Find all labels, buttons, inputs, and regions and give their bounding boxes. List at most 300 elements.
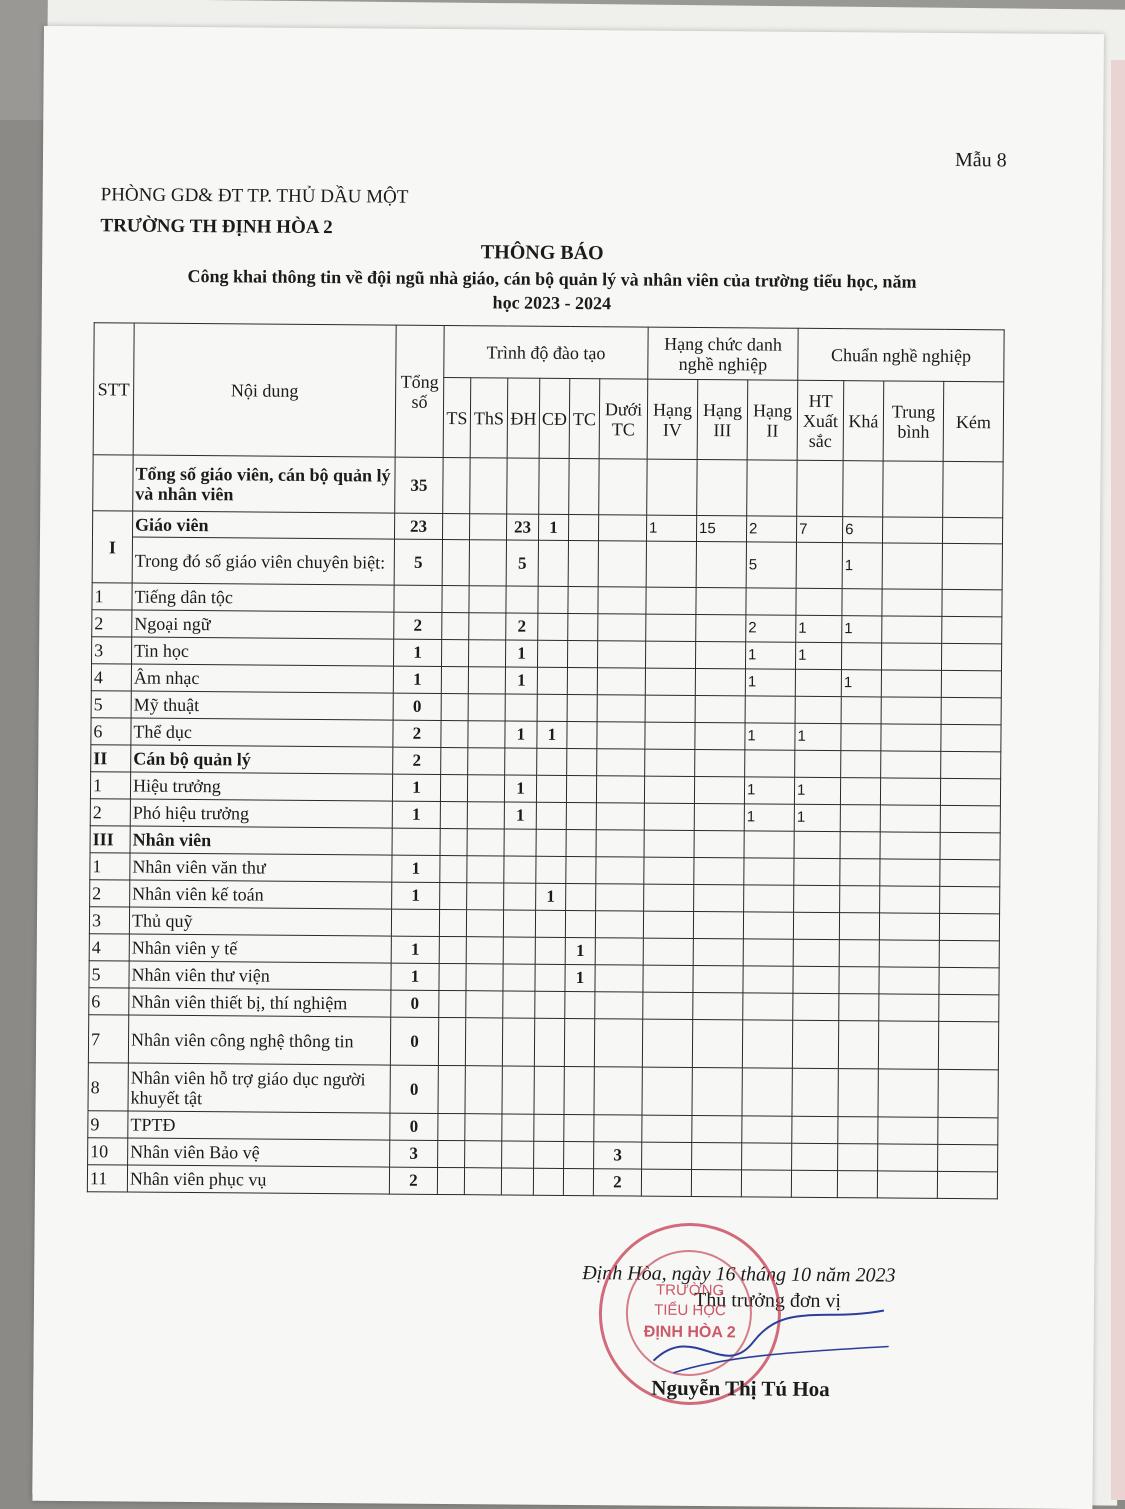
row-cell — [795, 696, 841, 723]
row-cell — [882, 616, 942, 643]
row-cell — [596, 884, 644, 911]
row-cell — [569, 458, 599, 514]
row-cell: 1 — [538, 514, 568, 540]
row-cell — [643, 992, 693, 1019]
row-cell — [468, 640, 505, 667]
row-cell — [597, 722, 645, 749]
row-cell — [438, 1017, 465, 1065]
row-cell — [838, 1021, 878, 1069]
row-cell — [745, 696, 795, 723]
row-label: Cán bộ quản lý — [131, 745, 393, 774]
row-cell — [839, 994, 879, 1021]
row-cell — [742, 1116, 792, 1143]
row-cell: 1 — [537, 721, 567, 748]
row-cell — [537, 640, 567, 667]
row-total: 23 — [394, 513, 442, 539]
row-stt: 9 — [88, 1111, 128, 1138]
row-cell — [595, 938, 643, 965]
row-cell: 2 — [506, 613, 538, 640]
row-cell — [468, 667, 505, 694]
row-cell — [940, 859, 1000, 886]
header-stt: STT — [93, 323, 134, 455]
row-cell — [568, 540, 598, 586]
row-cell — [940, 778, 1000, 805]
row-cell — [695, 695, 745, 722]
row-cell — [438, 1113, 465, 1140]
row-cell — [694, 803, 744, 830]
row-cell — [696, 587, 746, 614]
row-cell — [796, 542, 842, 588]
row-total: 1 — [391, 963, 439, 990]
row-cell — [536, 802, 566, 829]
row-cell — [595, 965, 643, 992]
specialist-teachers-row — [92, 537, 1002, 590]
row-cell — [938, 1069, 998, 1117]
row-cell — [443, 457, 470, 513]
row-cell — [645, 722, 695, 749]
subtitle-line-1: Công khai thông tin về đội ngũ nhà giáo, cán bộ quản lý và nhân viên của trường tiểu học, năm — [187, 265, 917, 292]
row-total: 5 — [394, 539, 442, 585]
row-cell — [502, 1018, 534, 1066]
row-cell — [464, 1168, 501, 1195]
row-stt: 1 — [90, 772, 130, 799]
row-cell — [941, 670, 1001, 697]
row-cell — [534, 1018, 564, 1066]
row-cell — [469, 613, 506, 640]
row-cell — [504, 883, 536, 910]
row-cell: 1 — [565, 937, 595, 964]
row-cell — [537, 748, 567, 775]
row-cell — [940, 832, 1000, 859]
row-label: Giáo viên — [133, 511, 395, 539]
row-cell — [644, 830, 694, 857]
row-cell — [880, 886, 940, 913]
row-cell — [792, 1143, 838, 1170]
row-total: 0 — [393, 693, 441, 720]
row-cell — [564, 1114, 594, 1141]
row-stt: 2 — [90, 799, 130, 826]
row-stt: 5 — [91, 691, 131, 718]
row-cell — [441, 747, 468, 774]
row-cell — [793, 966, 839, 993]
header-sub: Dưới TC — [599, 379, 648, 459]
row-cell — [535, 964, 565, 991]
row-cell — [470, 458, 507, 514]
row-stt: 1 — [90, 853, 130, 880]
row-cell — [563, 1168, 593, 1195]
row-cell — [469, 514, 506, 540]
row-cell — [840, 805, 880, 832]
row-cell — [502, 1114, 534, 1141]
row-cell — [594, 1067, 642, 1115]
row-total: 1 — [391, 936, 439, 963]
header-row-1 — [94, 323, 1004, 382]
row-cell — [567, 748, 597, 775]
row-total — [391, 909, 439, 936]
row-cell — [599, 459, 647, 515]
row-cell — [883, 517, 943, 543]
row-cell — [938, 1144, 998, 1171]
row-total: 2 — [393, 720, 441, 747]
row-label: Thể dục — [131, 718, 393, 747]
row-cell — [467, 802, 504, 829]
row-cell — [838, 1117, 878, 1144]
header-sub: Khá — [843, 381, 884, 461]
row-cell — [747, 460, 797, 516]
row-cell: 1 — [504, 802, 536, 829]
row-cell: 1 — [744, 777, 794, 804]
row-cell — [843, 461, 883, 517]
row-cell — [939, 940, 999, 967]
row-label: Nhân viên — [130, 826, 392, 855]
header-sub: ĐH — [507, 378, 540, 458]
row-total — [394, 585, 442, 612]
header-rank: Hạng chức danh nghề nghiệp — [648, 327, 798, 380]
row-cell — [643, 938, 693, 965]
row-cell — [880, 859, 940, 886]
row-cell — [535, 991, 565, 1018]
row-cell — [566, 883, 596, 910]
row-cell — [695, 668, 745, 695]
row-cell — [942, 589, 1002, 616]
row-stt: 6 — [89, 988, 129, 1015]
row-total: 0 — [391, 990, 439, 1017]
row-cell — [878, 1144, 938, 1171]
row-total: 1 — [392, 855, 440, 882]
row-cell — [838, 1144, 878, 1171]
row-cell — [744, 858, 794, 885]
row-cell — [503, 910, 535, 937]
row-label: TPTĐ — [128, 1111, 390, 1140]
row-cell — [841, 697, 881, 724]
pink-paper-edge — [1111, 60, 1125, 1500]
row-cell — [796, 588, 842, 615]
row-stt: III — [90, 826, 130, 853]
row-cell — [437, 1167, 464, 1194]
row-cell — [745, 750, 795, 777]
row-total: 0 — [390, 1017, 438, 1065]
row-cell — [746, 588, 796, 615]
row-label: Phó hiệu trưởng — [130, 799, 392, 828]
row-cell — [880, 832, 940, 859]
row-cell — [643, 911, 693, 938]
row-cell — [564, 1018, 594, 1066]
row-cell — [596, 857, 644, 884]
row-cell — [598, 587, 646, 614]
row-cell — [743, 912, 793, 939]
row-cell: 1 — [745, 669, 795, 696]
row-cell — [467, 883, 504, 910]
row-cell — [794, 831, 840, 858]
row-cell: 1 — [505, 721, 537, 748]
row-stt: 2 — [92, 610, 132, 637]
row-cell: 2 — [593, 1169, 641, 1196]
row-cell: 1 — [536, 883, 566, 910]
row-cell — [535, 910, 565, 937]
document-title: THÔNG BÁO — [480, 241, 604, 265]
table-row — [88, 1063, 998, 1118]
row-cell — [878, 1117, 938, 1144]
row-cell — [742, 1020, 792, 1068]
row-cell — [538, 540, 568, 586]
row-cell — [881, 751, 941, 778]
row-cell: 1 — [745, 723, 795, 750]
form-code: Mẫu 8 — [954, 148, 1007, 172]
row-cell — [596, 776, 644, 803]
row-cell — [793, 912, 839, 939]
table-header — [93, 323, 1004, 462]
row-cell — [940, 886, 1000, 913]
row-label: Thủ quỹ — [129, 907, 391, 936]
row-stt — [93, 455, 133, 511]
header-sub: TC — [569, 378, 600, 458]
row-cell — [882, 643, 942, 670]
row-cell — [742, 1068, 792, 1116]
row-cell — [642, 1019, 692, 1067]
row-cell — [941, 751, 1001, 778]
row-cell — [943, 461, 1003, 517]
row-stt: 10 — [88, 1138, 128, 1165]
row-cell — [465, 1066, 502, 1114]
row-cell — [441, 639, 468, 666]
row-cell — [465, 1114, 502, 1141]
row-cell — [598, 614, 646, 641]
row-cell — [503, 937, 535, 964]
row-cell — [880, 778, 940, 805]
row-total: 3 — [390, 1140, 438, 1167]
row-cell — [597, 668, 645, 695]
row-cell: 1 — [504, 775, 536, 802]
row-cell — [881, 724, 941, 751]
row-cell — [537, 694, 567, 721]
row-cell — [440, 774, 467, 801]
row-label: Nhân viên văn thư — [130, 853, 392, 882]
row-cell — [695, 722, 745, 749]
row-cell — [694, 830, 744, 857]
row-cell — [534, 1114, 564, 1141]
school-name: TRƯỜNG TH ĐỊNH HÒA 2 — [100, 215, 333, 239]
row-cell — [882, 543, 942, 589]
header-total: Tổng số — [395, 325, 444, 457]
row-cell — [536, 775, 566, 802]
row-cell — [692, 1067, 742, 1115]
row-cell — [467, 856, 504, 883]
row-cell — [468, 721, 505, 748]
header-sub: CĐ — [539, 378, 570, 458]
row-cell — [567, 667, 597, 694]
row-cell — [793, 993, 839, 1020]
row-label: Nhân viên hỗ trợ giáo dục người khuyết tật — [128, 1063, 390, 1113]
row-cell — [536, 856, 566, 883]
row-cell — [793, 939, 839, 966]
row-cell — [539, 458, 569, 514]
row-cell — [468, 694, 505, 721]
row-cell — [942, 643, 1002, 670]
header-sub: Hạng III — [697, 379, 748, 459]
seal-text-2: TIỂU HỌC — [654, 1301, 726, 1320]
row-cell — [642, 1142, 692, 1169]
row-cell — [596, 803, 644, 830]
subtitle-line-2: học 2023 - 2024 — [492, 292, 612, 314]
row-cell — [646, 541, 696, 587]
row-cell — [566, 856, 596, 883]
row-cell — [882, 589, 942, 616]
row-cell — [468, 748, 505, 775]
row-cell — [840, 778, 880, 805]
row-cell: 7 — [797, 516, 843, 542]
row-cell — [791, 1170, 837, 1197]
row-stt: 4 — [89, 934, 129, 961]
row-cell — [797, 460, 843, 516]
header-sub: Hạng IV — [647, 379, 698, 459]
row-cell: 6 — [843, 517, 883, 543]
table-row — [87, 1165, 997, 1199]
row-cell — [466, 964, 503, 991]
seal-text-3: ĐỊNH HÒA 2 — [643, 1323, 736, 1342]
summary-row — [93, 455, 1003, 518]
row-cell — [881, 697, 941, 724]
row-cell: 15 — [696, 515, 746, 541]
row-cell — [692, 1142, 742, 1169]
row-cell — [879, 994, 939, 1021]
row-cell — [440, 882, 467, 909]
row-cell — [877, 1171, 937, 1198]
row-cell — [466, 937, 503, 964]
row-cell — [535, 937, 565, 964]
row-cell — [442, 585, 469, 612]
row-cell — [878, 1021, 938, 1069]
row-cell — [440, 855, 467, 882]
row-cell — [565, 991, 595, 1018]
header-sub: Trung bình — [883, 381, 944, 461]
row-cell — [595, 992, 643, 1019]
row-label: Nhân viên thư viện — [129, 961, 391, 990]
header-sub: TS — [443, 377, 471, 457]
row-cell — [839, 913, 879, 940]
row-cell — [940, 805, 1000, 832]
row-total: 2 — [393, 747, 441, 774]
row-cell — [842, 643, 882, 670]
row-label: Tin học — [132, 637, 394, 666]
row-cell — [692, 1019, 742, 1067]
row-cell — [440, 801, 467, 828]
row-total: 2 — [394, 612, 442, 639]
row-cell — [564, 1141, 594, 1168]
row-cell — [696, 541, 746, 587]
row-cell: 1 — [796, 642, 842, 669]
row-cell — [597, 749, 645, 776]
row-cell: 23 — [506, 514, 538, 540]
row-cell — [595, 911, 643, 938]
row-cell — [840, 832, 880, 859]
row-label: Hiệu trưởng — [130, 772, 392, 801]
row-cell — [465, 1018, 502, 1066]
row-cell — [504, 856, 536, 883]
row-cell — [881, 670, 941, 697]
row-cell — [438, 1140, 465, 1167]
table-row — [88, 1015, 998, 1070]
row-cell — [693, 992, 743, 1019]
row-cell — [743, 966, 793, 993]
row-cell — [743, 993, 793, 1020]
row-cell — [695, 641, 745, 668]
row-cell — [694, 857, 744, 884]
row-cell — [536, 829, 566, 856]
row-total: 0 — [390, 1113, 438, 1140]
document-subtitle — [102, 263, 1002, 318]
row-label: Nhân viên Bảo vệ — [128, 1138, 390, 1167]
row-cell — [840, 886, 880, 913]
row-cell — [597, 641, 645, 668]
row-cell — [441, 666, 468, 693]
row-label: Âm nhạc — [131, 664, 393, 693]
row-cell — [792, 1020, 838, 1068]
row-cell: 1 — [744, 804, 794, 831]
row-cell — [566, 829, 596, 856]
row-cell — [741, 1170, 791, 1197]
row-cell — [939, 913, 999, 940]
header-content: Nội dung — [133, 323, 396, 457]
row-cell — [645, 695, 695, 722]
row-cell — [743, 939, 793, 966]
row-total: 1 — [392, 882, 440, 909]
header-standard: Chuẩn nghề nghiệp — [798, 328, 1004, 382]
table-body — [87, 455, 1003, 1199]
row-cell — [646, 587, 696, 614]
row-cell — [438, 1065, 465, 1113]
row-cell: 1 — [842, 616, 882, 643]
row-cell: 3 — [594, 1142, 642, 1169]
row-cell — [598, 541, 646, 587]
row-cell — [538, 586, 568, 613]
row-cell — [879, 967, 939, 994]
row-label: Tổng số giáo viên, cán bộ quản lý và nhân viên — [133, 455, 395, 513]
row-label: Trong đó số giáo viên chuyên biệt: — [132, 537, 394, 585]
row-cell — [567, 694, 597, 721]
row-cell — [643, 965, 693, 992]
row-cell — [537, 667, 567, 694]
row-cell — [880, 805, 940, 832]
row-cell: 1 — [842, 543, 882, 589]
row-label: Nhân viên phục vụ — [127, 1165, 389, 1194]
row-cell — [506, 586, 538, 613]
row-cell — [505, 694, 537, 721]
row-cell — [841, 724, 881, 751]
row-total: 1 — [393, 639, 441, 666]
row-total: 2 — [389, 1167, 437, 1194]
row-cell — [941, 724, 1001, 751]
row-cell: 5 — [746, 542, 796, 588]
row-cell — [937, 1171, 997, 1198]
row-cell — [840, 859, 880, 886]
row-stt: 4 — [91, 664, 131, 691]
header-training: Trình độ đào tạo — [444, 325, 648, 379]
row-cell — [439, 963, 466, 990]
row-cell — [441, 720, 468, 747]
document-page — [32, 26, 1104, 1509]
row-cell — [697, 459, 747, 515]
row-cell: 1 — [745, 642, 795, 669]
row-cell — [597, 695, 645, 722]
row-cell — [503, 964, 535, 991]
row-label: Mỹ thuật — [131, 691, 393, 720]
row-cell — [466, 991, 503, 1018]
row-stt: 3 — [89, 907, 129, 934]
row-stt: 1 — [92, 583, 132, 610]
row-cell — [469, 540, 506, 586]
row-cell — [441, 693, 468, 720]
row-cell — [598, 515, 646, 541]
